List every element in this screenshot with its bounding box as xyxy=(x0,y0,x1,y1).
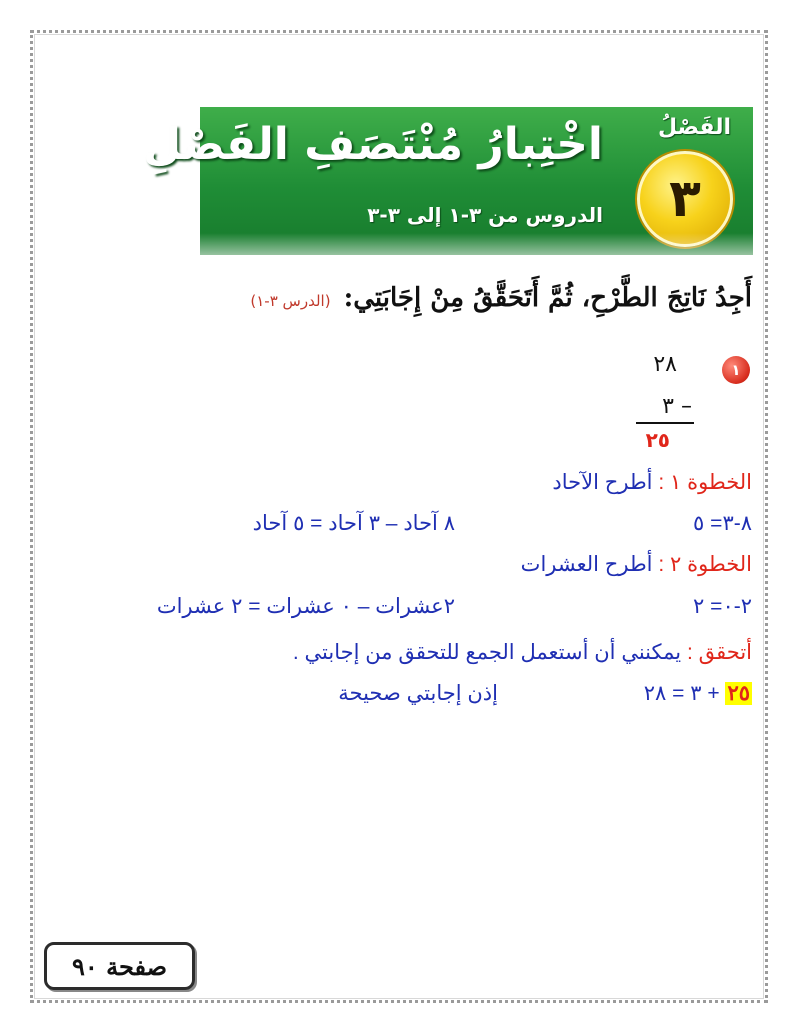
check-label: أتحقق : xyxy=(686,641,752,664)
step1-text: أطرح الآحاد xyxy=(552,471,653,494)
question-number: ١ xyxy=(731,361,741,379)
check-row xyxy=(293,640,752,665)
instruction-text: أَجِدُ نَاتِجَ الطَّرْحِ، ثُمَّ أَتَحَقَّقُ مِنْ إِجَابَتِي: xyxy=(343,283,752,313)
check-calc: + ٣ = ٢٨ xyxy=(643,682,720,705)
step2-calc: ٢-٠= ٢ xyxy=(693,595,752,618)
answer: ٢٥ xyxy=(645,428,670,452)
question-number-badge xyxy=(722,356,750,384)
step2-text: أطرح العشرات xyxy=(520,553,653,576)
instruction xyxy=(250,283,752,313)
banner-subtitle: الدروس من ٣-١ إلى ٣-٣ xyxy=(367,203,603,227)
page-number: صفحة ٩٠ xyxy=(72,951,168,981)
step2-words: ٢عشرات – ٠ عشرات = ٢ عشرات xyxy=(156,595,455,618)
chapter-banner xyxy=(142,107,753,255)
step1-row xyxy=(552,470,752,495)
check-highlight: ٢٥ xyxy=(727,682,750,705)
step2-row xyxy=(521,552,752,577)
step2-label: الخطوة ٢ : xyxy=(658,553,752,576)
subtrahend: ٣ – xyxy=(662,394,692,419)
check-equation xyxy=(644,681,752,706)
banner-title: اخْتِبارُ مُنْتَصَفِ الفَصْلِ xyxy=(142,119,603,170)
step1-calc: ٨-٣= ٥ xyxy=(693,512,752,535)
check-text: يمكنني أن أستعمل الجمع للتحقق من إجابتي . xyxy=(292,641,682,664)
check-conclusion: إذن إجابتي صحيحة xyxy=(338,682,498,705)
page-number-box xyxy=(44,942,195,990)
subtraction-line xyxy=(636,422,694,424)
chapter-badge xyxy=(637,151,733,247)
minuend: ٢٨ xyxy=(653,352,677,377)
step1-words: ٨ آحاد – ٣ آحاد = ٥ آحاد xyxy=(252,512,455,535)
chapter-word: الفَصْلُ xyxy=(658,115,731,140)
chapter-number: ٣ xyxy=(669,169,701,229)
lesson-reference: (الدرس ٣-١) xyxy=(250,292,331,310)
step1-label: الخطوة ١ : xyxy=(658,471,752,494)
